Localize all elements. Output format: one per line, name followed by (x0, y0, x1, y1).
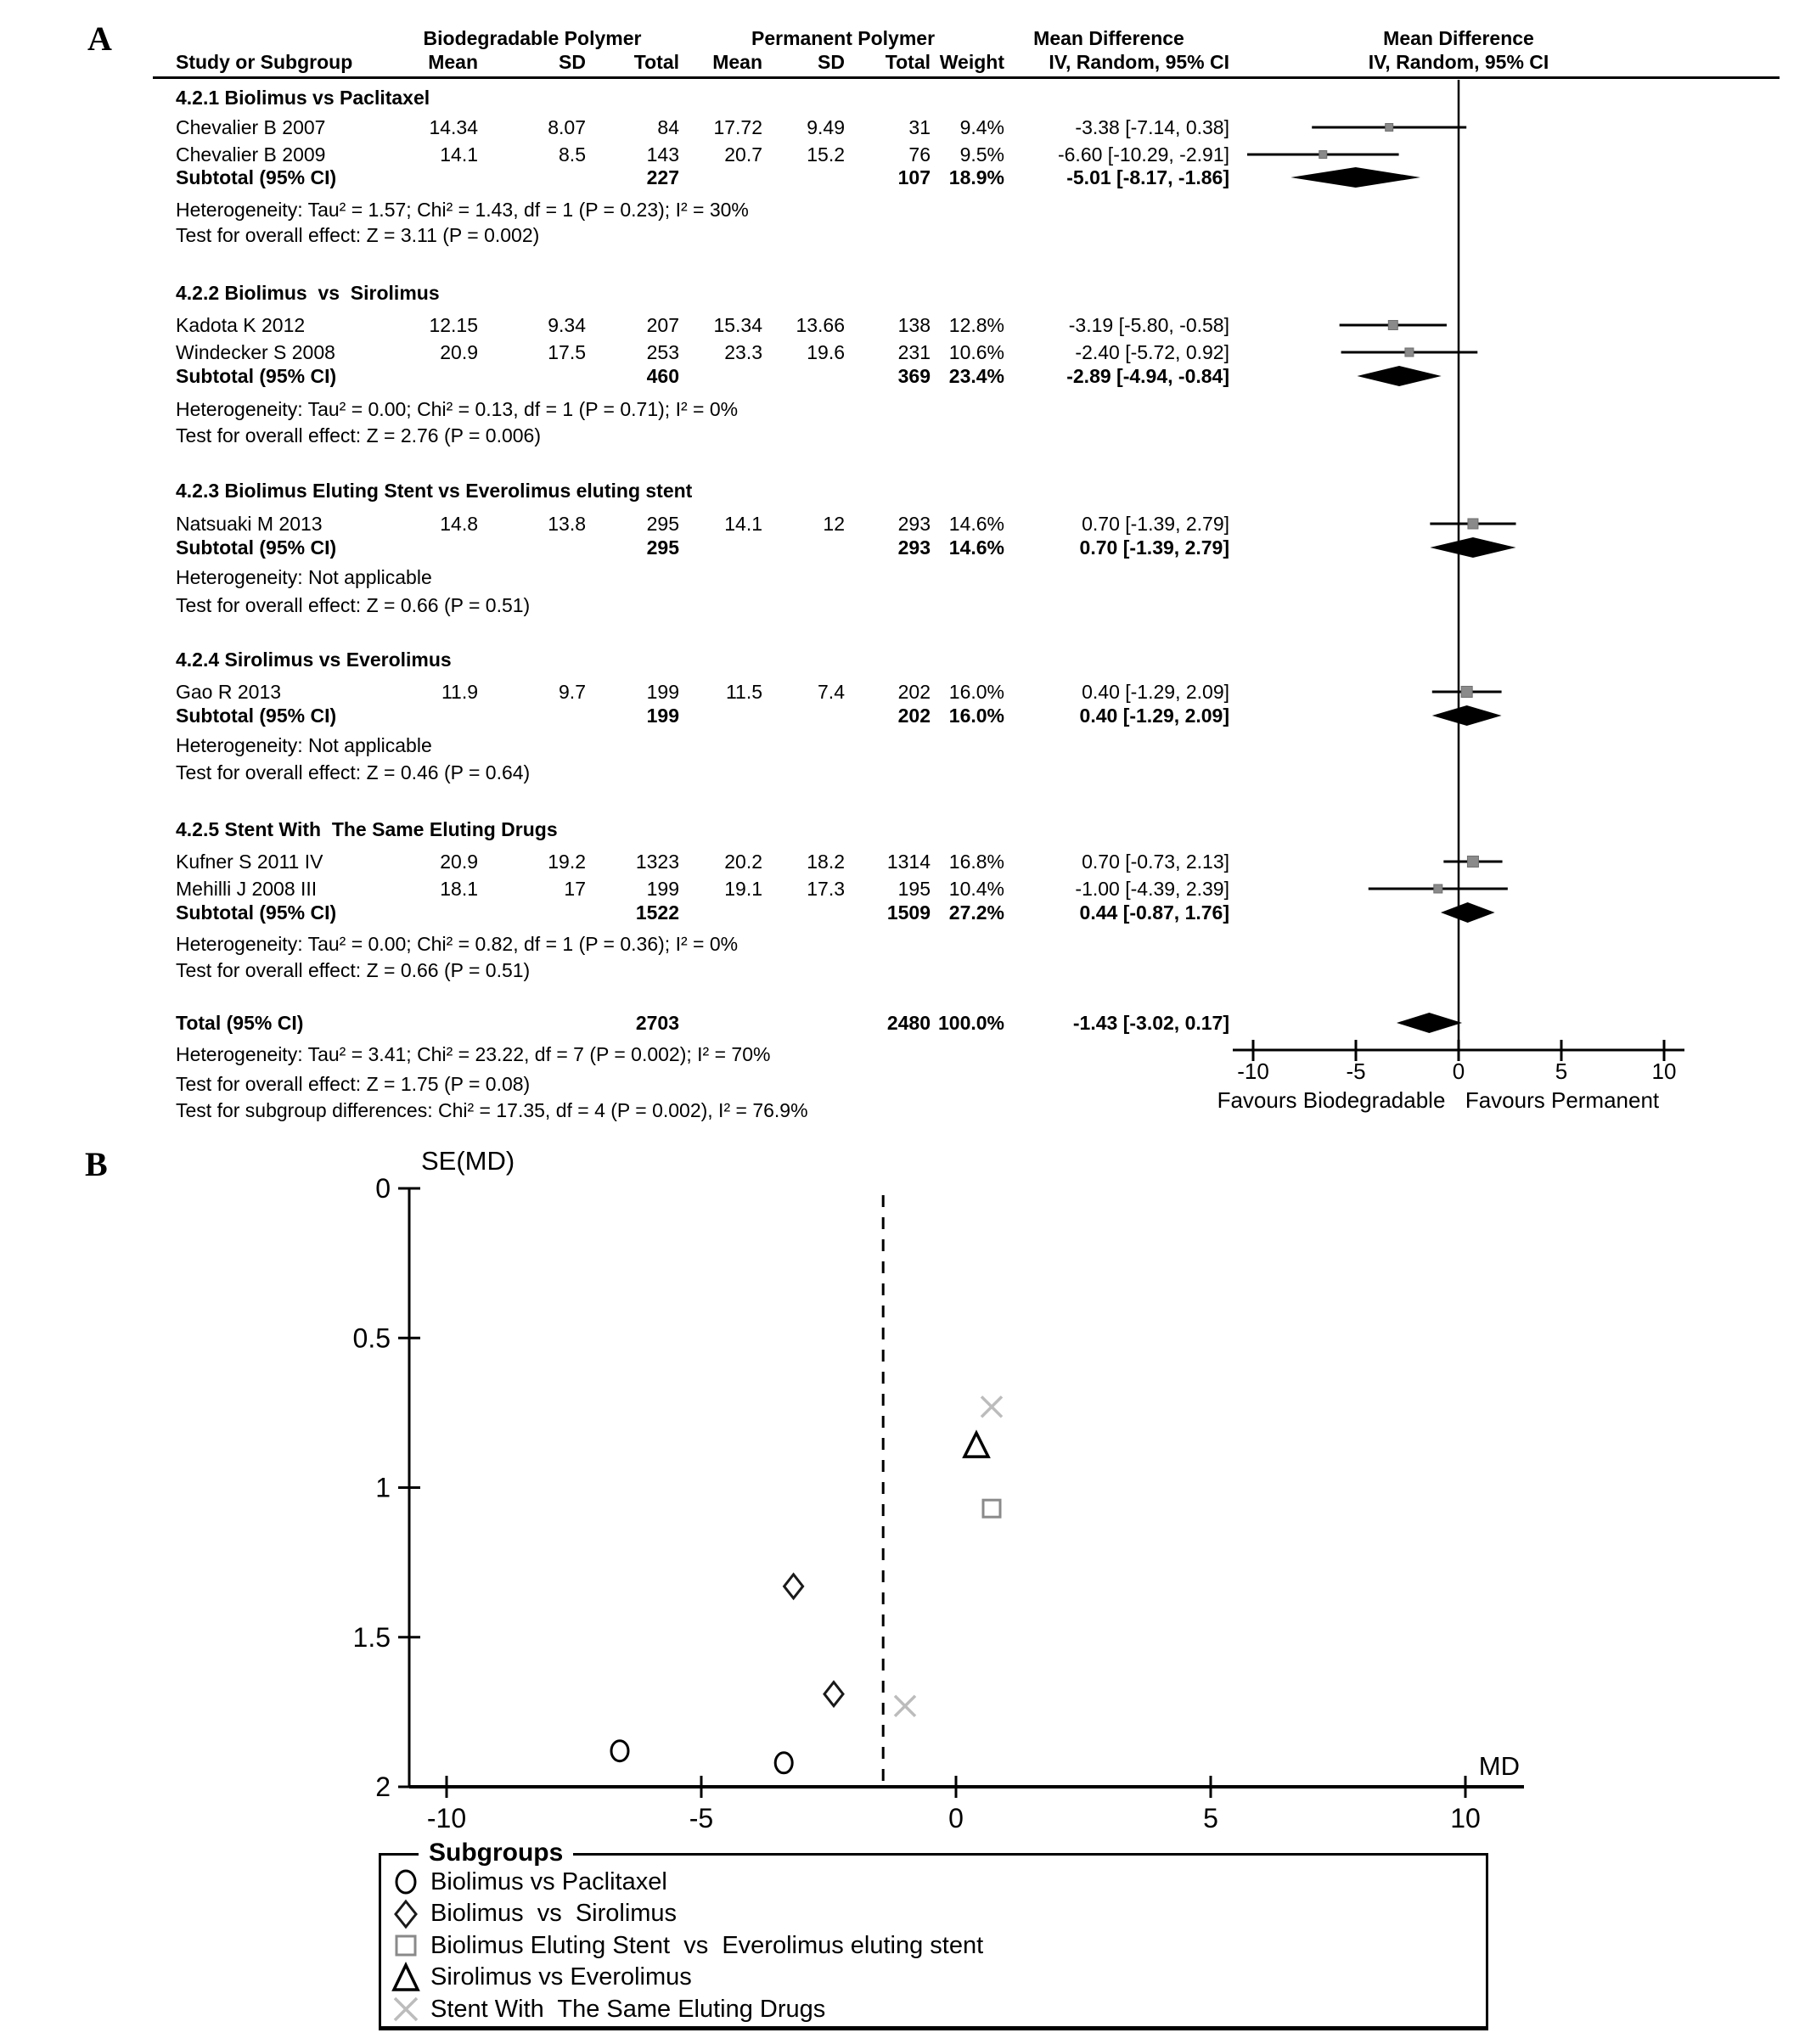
pp-mean-cell: 20.2 (724, 851, 762, 873)
weight-cell: 27.2% (948, 901, 1004, 924)
funnel-x-tick-label: 0 (948, 1803, 964, 1833)
effect-square (1467, 856, 1478, 868)
ci-text-cell: -2.40 [-5.72, 0.92] (1075, 341, 1229, 363)
weight-cell: 23.4% (948, 365, 1004, 387)
forest-tick-label: -10 (1237, 1058, 1269, 1084)
weight-cell: 9.4% (959, 116, 1004, 138)
legend-item-label: Sirolimus vs Everolimus (430, 1963, 692, 1991)
legend-item (390, 1962, 692, 1994)
heterogeneity-text: Heterogeneity: Tau² = 1.57; Chi² = 1.43, df = 1 (P = 0.23); I² = 30% (176, 199, 749, 221)
bp-total-cell: 227 (646, 166, 679, 188)
study-name: Kadota K 2012 (176, 314, 306, 336)
column-header: Total (885, 51, 931, 73)
weight-cell: 16.0% (948, 705, 1004, 727)
total-label: Total (95% CI) (176, 1012, 304, 1034)
ci-text-cell: 0.44 [-0.87, 1.76] (1079, 901, 1229, 924)
pp-sd-cell: 9.49 (807, 116, 845, 138)
study-column-header: Study or Subgroup (176, 51, 353, 73)
overall-effect-text: Test for overall effect: Z = 0.66 (P = 0.51) (176, 959, 531, 981)
bp-sd-cell: 8.5 (559, 143, 586, 166)
funnel-x-tick-label: 10 (1450, 1803, 1481, 1833)
forest-tick-label: 10 (1651, 1058, 1677, 1084)
pp-mean-cell: 23.3 (724, 341, 762, 363)
total-diamond (1397, 1013, 1462, 1033)
bp-total-cell: 1522 (635, 901, 679, 924)
bp-total-cell: 143 (646, 143, 679, 166)
funnel-legend-box (379, 1839, 1488, 2030)
subtotal-diamond (1430, 537, 1515, 558)
bp-total-cell: 253 (646, 341, 679, 363)
study-name: Windecker S 2008 (176, 341, 335, 363)
panel-a-label: A (87, 20, 112, 58)
pp-sd-cell: 15.2 (807, 143, 845, 166)
subgroup-title: 4.2.5 Stent With The Same Eluting Drugs (176, 818, 558, 840)
pp-mean-cell: 19.1 (724, 878, 762, 900)
column-header: Weight (939, 51, 1004, 73)
pp-mean-cell: 15.34 (713, 314, 762, 336)
column-header: SD (559, 51, 586, 73)
square-marker (983, 1500, 1000, 1517)
bp-total-cell: 460 (646, 365, 679, 387)
column-header: Mean (712, 51, 762, 73)
weight-cell: 10.6% (948, 341, 1004, 363)
study-name: Gao R 2013 (176, 681, 282, 703)
subtotal-label: Subtotal (95% CI) (176, 705, 337, 727)
forest-tick-label: 0 (1452, 1058, 1465, 1084)
weight-cell: 16.0% (948, 681, 1004, 703)
pp-sd-cell: 18.2 (807, 851, 845, 873)
overall-effect-text: Test for overall effect: Z = 2.76 (P = 0.006) (176, 424, 541, 446)
bp-mean-cell: 14.34 (429, 116, 478, 138)
pp-total-cell: 31 (908, 116, 931, 138)
panel-b-label: B (85, 1145, 108, 1183)
favours-left-label: Favours Biodegradable (1217, 1087, 1446, 1113)
subtotal-diamond (1432, 705, 1502, 726)
pp-total-cell: 195 (897, 878, 931, 900)
bp-sd-cell: 9.7 (559, 681, 586, 703)
pp-total-cell: 1314 (886, 851, 931, 873)
pp-sd-cell: 12 (823, 513, 845, 535)
pp-mean-cell: 14.1 (724, 513, 762, 535)
subtotal-diamond (1290, 167, 1420, 188)
pp-total-cell: 202 (897, 705, 931, 727)
ci-text-cell: -6.60 [-10.29, -2.91] (1057, 143, 1229, 166)
bp-total-cell: 84 (657, 116, 679, 138)
bp-total-cell: 199 (646, 705, 679, 727)
pp-total-cell: 231 (897, 341, 931, 363)
effect-square (1461, 687, 1472, 698)
bp-mean-cell: 14.8 (440, 513, 478, 535)
ci-text-cell: 0.70 [-0.73, 2.13] (1082, 851, 1229, 873)
bp-sd-cell: 17 (564, 878, 586, 900)
bp-mean-cell: 20.9 (440, 341, 478, 363)
square-legend-icon (390, 1929, 424, 1962)
column-group-header: Mean Difference (1033, 27, 1184, 49)
bp-total-cell: 2703 (635, 1012, 679, 1034)
ci-text-cell: -3.38 [-7.14, 0.38] (1075, 116, 1229, 138)
subtotal-label: Subtotal (95% CI) (176, 166, 337, 188)
circle-marker (775, 1753, 792, 1773)
ci-text-cell: 0.70 [-1.39, 2.79] (1082, 513, 1229, 535)
pp-sd-cell: 7.4 (818, 681, 845, 703)
effect-square (1388, 321, 1397, 330)
subgroup-title: 4.2.4 Sirolimus vs Everolimus (176, 649, 452, 671)
weight-cell: 10.4% (948, 878, 1004, 900)
bp-mean-cell: 12.15 (429, 314, 478, 336)
bp-total-cell: 199 (646, 878, 679, 900)
study-name: Mehilli J 2008 III (176, 878, 318, 900)
pp-mean-cell: 17.72 (713, 116, 762, 138)
ci-text-cell: -1.43 [-3.02, 0.17] (1072, 1012, 1229, 1034)
effect-square (1434, 884, 1442, 893)
effect-square (1468, 519, 1478, 529)
funnel-y-tick-label: 1.5 (352, 1621, 391, 1653)
legend-item-label: Stent With The Same Eluting Drugs (430, 1995, 826, 2023)
effect-square (1386, 124, 1393, 132)
legend-title: Subgroups (419, 1839, 573, 1867)
ci-text-cell: 0.40 [-1.29, 2.09] (1082, 681, 1229, 703)
bp-sd-cell: 19.2 (548, 851, 586, 873)
legend-item-label: Biolimus vs Sirolimus (430, 1900, 678, 1927)
subtotal-label: Subtotal (95% CI) (176, 536, 337, 559)
funnel-x-tick-label: 5 (1203, 1803, 1218, 1833)
column-header: SD (818, 51, 845, 73)
effect-square (1319, 151, 1327, 159)
study-name: Chevalier B 2007 (176, 116, 326, 138)
pp-mean-cell: 20.7 (724, 143, 762, 166)
circle-legend-icon (390, 1866, 424, 1898)
study-name: Kufner S 2011 IV (176, 851, 323, 873)
total-effect-text: Test for overall effect: Z = 1.75 (P = 0.08) (176, 1073, 531, 1095)
subtotal-label: Subtotal (95% CI) (176, 365, 337, 387)
pp-sd-cell: 13.66 (796, 314, 845, 336)
overall-effect-text: Test for overall effect: Z = 0.66 (P = 0.51) (176, 594, 531, 616)
ci-text-cell: -3.19 [-5.80, -0.58] (1068, 314, 1229, 336)
weight-cell: 9.5% (959, 143, 1004, 166)
legend-item (390, 1929, 983, 1962)
legend-item (390, 1993, 825, 2025)
subgroup-title: 4.2.1 Biolimus vs Paclitaxel (176, 87, 430, 109)
ci-text-cell: 0.40 [-1.29, 2.09] (1079, 705, 1229, 727)
funnel-y-axis-label: SE(MD) (421, 1146, 515, 1176)
pp-total-cell: 76 (908, 143, 931, 166)
subtotal-diamond (1441, 902, 1495, 923)
funnel-x-tick-label: -5 (689, 1803, 714, 1833)
total-heterogeneity-text: Heterogeneity: Tau² = 3.41; Chi² = 23.22, df = 7 (P = 0.002); I² = 70% (176, 1043, 771, 1065)
effect-square (1405, 348, 1414, 357)
triangle-marker (964, 1433, 988, 1457)
pp-total-cell: 1509 (886, 901, 931, 924)
plot-column-header: IV, Random, 95% CI (1368, 51, 1549, 73)
forest-tick-label: 5 (1555, 1058, 1568, 1084)
overall-effect-text: Test for overall effect: Z = 0.46 (P = 0.64) (176, 761, 531, 783)
column-header: Mean (428, 51, 478, 73)
bp-sd-cell: 17.5 (548, 341, 586, 363)
weight-cell: 16.8% (948, 851, 1004, 873)
bp-total-cell: 295 (646, 536, 679, 559)
subgroup-title: 4.2.2 Biolimus vs Sirolimus (176, 282, 440, 304)
subtotal-diamond (1357, 366, 1441, 386)
column-group-header: Permanent Polymer (751, 27, 936, 49)
ci-text-cell: -1.00 [-4.39, 2.39] (1075, 878, 1229, 900)
weight-cell: 18.9% (948, 166, 1004, 188)
pp-mean-cell: 11.5 (725, 681, 762, 703)
funnel-y-tick-label: 0.5 (352, 1322, 391, 1354)
overall-effect-text: Test for overall effect: Z = 3.11 (P = 0.002) (176, 224, 540, 246)
column-group-header: Biodegradable Polymer (423, 27, 642, 49)
column-group-header: Mean Difference (1383, 27, 1534, 49)
bp-mean-cell: 20.9 (440, 851, 478, 873)
subtotal-label: Subtotal (95% CI) (176, 901, 337, 924)
study-name: Natsuaki M 2013 (176, 513, 323, 535)
pp-sd-cell: 19.6 (807, 341, 845, 363)
pp-total-cell: 202 (897, 681, 931, 703)
circle-marker (611, 1741, 628, 1761)
pp-total-cell: 293 (897, 513, 931, 535)
triangle-legend-icon (390, 1962, 424, 1994)
ci-text-cell: -5.01 [-8.17, -1.86] (1066, 166, 1229, 188)
funnel-x-tick-label: -10 (426, 1803, 467, 1833)
column-header: Total (633, 51, 679, 73)
ci-text-cell: 0.70 [-1.39, 2.79] (1079, 536, 1229, 559)
legend-item (390, 1898, 677, 1930)
bp-total-cell: 199 (646, 681, 679, 703)
pp-total-cell: 138 (897, 314, 931, 336)
weight-cell: 100.0% (937, 1012, 1004, 1034)
funnel-y-tick-label: 1 (375, 1472, 391, 1503)
pp-total-cell: 369 (897, 365, 931, 387)
favours-right-label: Favours Permanent (1465, 1087, 1660, 1113)
heterogeneity-text: Heterogeneity: Not applicable (176, 566, 432, 588)
weight-cell: 14.6% (948, 536, 1004, 559)
column-header: IV, Random, 95% CI (1049, 51, 1229, 73)
x-legend-icon (390, 1993, 424, 2025)
subgroup-title: 4.2.3 Biolimus Eluting Stent vs Everolimus eluting stent (176, 480, 693, 502)
pp-total-cell: 293 (897, 536, 931, 559)
bp-total-cell: 207 (646, 314, 679, 336)
bp-sd-cell: 9.34 (548, 314, 586, 336)
heterogeneity-text: Heterogeneity: Not applicable (176, 734, 432, 756)
bp-sd-cell: 13.8 (548, 513, 586, 535)
legend-item (390, 1866, 667, 1898)
bp-sd-cell: 8.07 (548, 116, 586, 138)
pp-total-cell: 107 (897, 166, 931, 188)
subgroup-difference-text: Test for subgroup differences: Chi² = 17.35, df = 4 (P = 0.002), I² = 76.9% (176, 1099, 808, 1121)
bp-mean-cell: 14.1 (440, 143, 478, 166)
bp-mean-cell: 11.9 (441, 681, 478, 703)
study-name: Chevalier B 2009 (176, 143, 326, 166)
diamond-marker (824, 1682, 843, 1706)
bp-total-cell: 1323 (635, 851, 679, 873)
weight-cell: 14.6% (948, 513, 1004, 535)
legend-item-label: Biolimus Eluting Stent vs Everolimus eluting stent (430, 1931, 984, 1959)
forest-tick-label: -5 (1346, 1058, 1366, 1084)
pp-total-cell: 2480 (886, 1012, 931, 1034)
diamond-marker (784, 1575, 803, 1598)
legend-item-label: Biolimus vs Paclitaxel (430, 1867, 667, 1895)
pp-sd-cell: 17.3 (807, 878, 845, 900)
bp-mean-cell: 18.1 (440, 878, 478, 900)
heterogeneity-text: Heterogeneity: Tau² = 0.00; Chi² = 0.13, df = 1 (P = 0.71); I² = 0% (176, 398, 739, 420)
ci-text-cell: -2.89 [-4.94, -0.84] (1066, 365, 1229, 387)
bp-total-cell: 295 (646, 513, 679, 535)
diamond-legend-icon (390, 1898, 424, 1930)
funnel-y-tick-label: 0 (375, 1173, 391, 1204)
funnel-y-tick-label: 2 (375, 1772, 391, 1802)
funnel-x-axis-label: MD (1478, 1751, 1520, 1781)
weight-cell: 12.8% (948, 314, 1004, 336)
heterogeneity-text: Heterogeneity: Tau² = 0.00; Chi² = 0.82, df = 1 (P = 0.36); I² = 0% (176, 933, 739, 955)
